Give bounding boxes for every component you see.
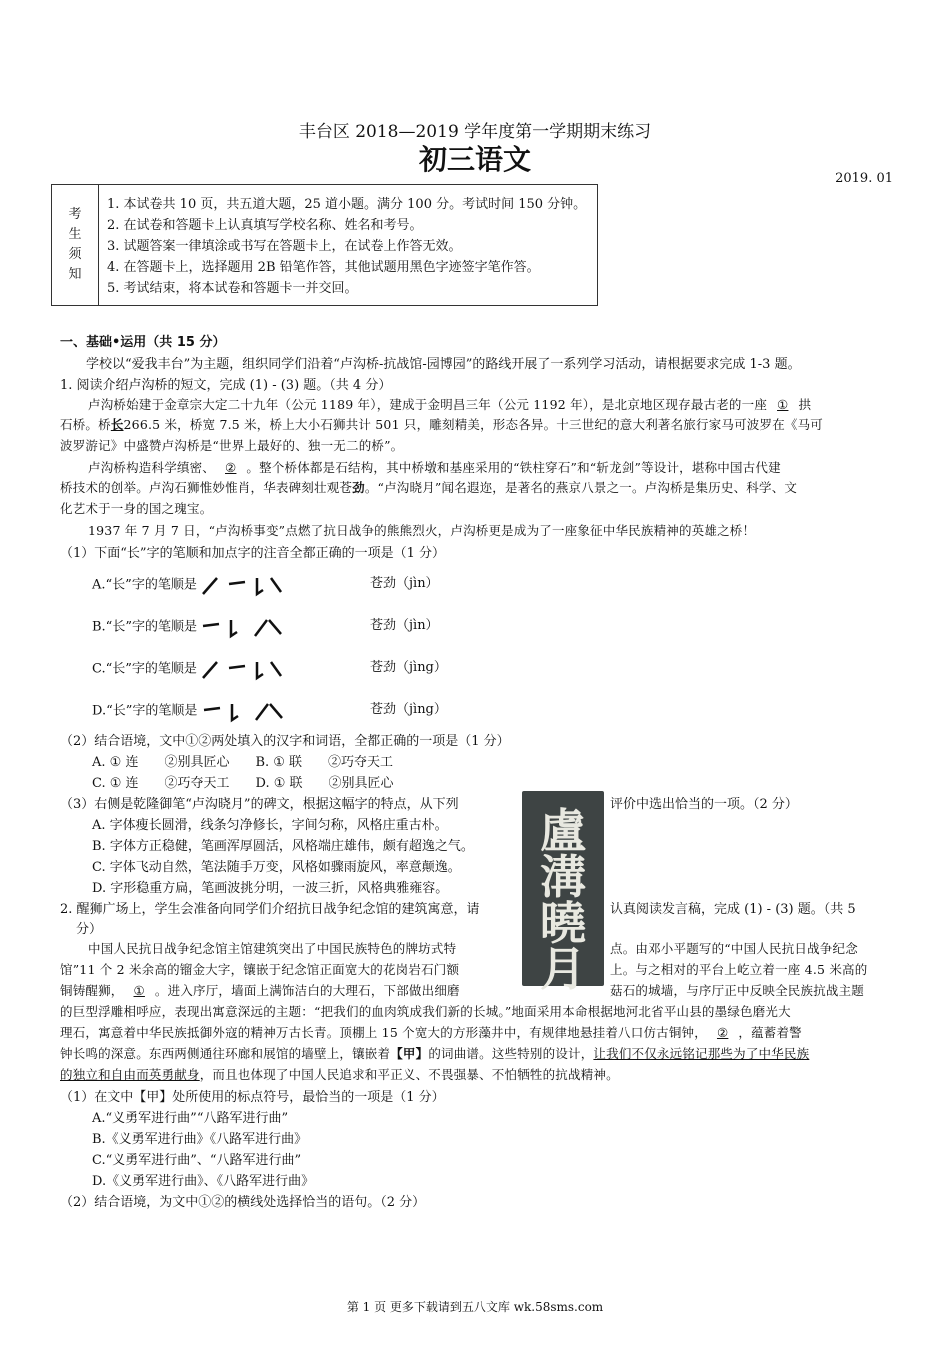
marked-char-chang: 长	[110, 417, 124, 432]
sub-question-stem-cont: 评价中选出恰当的一项。（2 分）	[610, 797, 798, 812]
blank-2: ②	[716, 1025, 729, 1040]
stroke-order-image	[201, 572, 283, 598]
stele-char: 盧	[540, 804, 586, 858]
passage-line: 铜铸醒狮， ① 。进入序厅，墙面上满饰洁白的大理石，下部做出细磨	[60, 983, 460, 998]
notice-item: 4. 在答题卡上，选择题用 2B 铅笔作答，其他试题用黑色字迹签字笔作答。	[107, 260, 540, 275]
passage-line: 波罗游记》中盛赞卢沟桥是“世界上最好的、独一无二的桥”。	[60, 438, 404, 453]
underlined-sentence: 让我们不仅永远铭记那些为了中华民族	[593, 1046, 810, 1061]
sub-question-stem: （2）结合语境，文中①②两处填入的汉字和词语，全都正确的一项是（1 分）	[60, 734, 510, 749]
passage-line: 化艺术于一身的国之瑰宝。	[60, 501, 213, 516]
section-intro: 学校以“爱我丰台”为主题，组织同学们沿着“卢沟桥-抗战馆-园博园”的路线开展了一系列学习活动，请根据要求完成 1-3 题。	[86, 357, 801, 372]
sub-question-stem: （1）在文中【甲】处所使用的标点符号，最恰当的一项是（1 分）	[60, 1090, 445, 1105]
passage-line: 卢沟桥始建于金章宗大定二十九年（公元 1189 年），建成于金明昌三年（公元 1192 年），是北京地区现存最古老的一座 ① 拱	[88, 397, 812, 412]
stele-char: 月	[540, 942, 586, 996]
question-2-stem-cont: 认真阅读发言稿，完成 (1) - (3) 题。（共 5	[610, 902, 856, 917]
notice-label	[52, 185, 99, 305]
option-row: C. ① 连 ②巧夺天工 D. ① 联 ②别具匠心	[92, 776, 394, 791]
passage-line: 钟长鸣的深意。东西两侧通往环廊和展馆的墙壁上，镶嵌着【甲】的词曲谱。这些特别的设计，让我们不仅永远铭记那些为了中华民族	[60, 1046, 810, 1061]
marker-jia: 【甲】	[390, 1046, 429, 1061]
blank-1: ①	[777, 397, 789, 412]
option-d: D. 字形稳重方扁，笔画波挑分明，一波三折，风格典雅雍容。	[92, 881, 449, 896]
section-heading: 一、基础•运用（共 15 分）	[60, 335, 226, 350]
blank-2: ②	[225, 460, 237, 475]
passage-line: 馆”11 个 2 米余高的镏金大字，镶嵌于纪念馆正面宽大的花岗岩石门额	[60, 962, 460, 977]
option-row: A. ① 连 ②别具匠心 B. ① 联 ②巧夺天工	[92, 755, 394, 770]
question-1-stem: 1. 阅读介绍卢沟桥的短文，完成 (1) - (3) 题。（共 4 分）	[60, 378, 392, 393]
option-d: D.《义勇军进行曲》、《八路军进行曲》	[92, 1174, 315, 1189]
passage-line: 的巨型浮雕相呼应，表现出寓意深远的主题：“把我们的血肉筑成我们新的长城。”地面采用本命根据地河北省平山县的墨绿色磨光大	[60, 1004, 791, 1019]
stele-inscription-image	[522, 791, 604, 996]
sub-question-stem: （1）下面“长”字的笔顺和加点字的注音全都正确的一项是（1 分）	[60, 546, 445, 561]
question-2-stem-end: 分）	[76, 922, 103, 937]
option-c: C.“义勇军进行曲”、“八路军进行曲”	[92, 1153, 302, 1168]
stele-char: 溝	[540, 850, 586, 904]
passage-line: 上。与之相对的平台上屹立着一座 4.5 米高的	[610, 962, 868, 977]
exam-date: 2019. 01	[835, 171, 893, 186]
option-d: D.“长”字的笔顺是	[92, 698, 284, 724]
stroke-order-image	[202, 698, 284, 724]
exam-title: 丰台区 2018—2019 学年度第一学期期末练习	[298, 122, 652, 142]
subject-title: 初三语文	[418, 143, 531, 176]
notice-item: 1. 本试卷共 10 页，共五道大题，25 道小题。满分 100 分。考试时间 150 分钟。	[107, 197, 587, 212]
option-c-pinyin: 苍劲（jìng）	[370, 660, 447, 675]
passage-line: 理石，寓意着中华民族抵御外寇的精神万古长青。顶棚上 15 个宽大的方形藻井中，有规律地悬挂着八口仿古铜钟， ② ，蕴蓄着警	[60, 1025, 802, 1040]
notice-label-char: 须	[68, 247, 82, 262]
option-d-pinyin: 苍劲（jìng）	[370, 702, 447, 717]
notice-item: 3. 试题答案一律填涂或书写在答题卡上，在试卷上作答无效。	[107, 239, 462, 254]
notice-label-char: 考	[68, 207, 82, 222]
option-b: B.《义勇军进行曲》《八路军进行曲》	[92, 1132, 308, 1147]
notice-item: 2. 在试卷和答题卡上认真填写学校名称、姓名和考号。	[107, 218, 423, 233]
passage-line: 卢沟桥构造科学缜密、 ② 。整个桥体都是石结构，其中桥墩和基座采用的“铁柱穿石”和“斩龙剑”等设计，堪称中国古代建	[88, 460, 781, 475]
passage-line: 1937 年 7 月 7 日，“卢沟桥事变”点燃了抗日战争的熊熊烈火，卢沟桥更是成为了一座象征中华民族精神的英雄之桥！	[88, 523, 756, 538]
underlined-sentence: 的独立和自由而英勇献身	[60, 1067, 200, 1082]
option-c: C.“长”字的笔顺是	[92, 656, 283, 682]
option-c: C. 字体飞动自然，笔法随手万变，风格如骤雨旋风，率意颠逸。	[92, 860, 461, 875]
question-2-stem: 2. 醒狮广场上，学生会准备向同学们介绍抗日战争纪念馆的建筑寓意，请	[60, 902, 480, 917]
sub-question-stem: （2）结合语境，为文中①②的横线处选择恰当的语句。（2 分）	[60, 1195, 426, 1210]
option-b-pinyin: 苍劲（jìn）	[370, 618, 439, 633]
stele-char: 曉	[540, 896, 586, 950]
option-a: A.“义勇军进行曲”“八路军进行曲”	[92, 1111, 289, 1126]
stroke-order-image	[201, 656, 283, 682]
notice-item: 5. 考试结束，将本试卷和答题卡一并交回。	[107, 281, 358, 296]
option-b: B.“长”字的笔顺是	[92, 614, 283, 640]
sub-question-stem: （3）右侧是乾隆御笔“卢沟晓月”的碑文，根据这幅字的特点，从下列	[60, 797, 459, 812]
passage-line: 桥技术的创举。卢沟石狮惟妙惟肖，华表碑刻壮观苍劲。“卢沟晓月”闻名遐迩，是著名的燕京八景之一。卢沟桥是集历史、科学、文	[60, 480, 798, 495]
candidate-notice-box	[51, 184, 598, 306]
page-footer: 第 1 页 更多下载请到五八文库 wk.58sms.com	[346, 1300, 604, 1314]
option-a: A.“长”字的笔顺是	[92, 572, 283, 598]
notice-label-char: 生	[68, 227, 82, 242]
option-a-pinyin: 苍劲（jìn）	[370, 576, 439, 591]
marked-char-jin: 劲	[352, 480, 365, 495]
passage-line: 点。由邓小平题写的“中国人民抗日战争纪念	[610, 941, 858, 956]
stroke-order-image	[201, 614, 283, 640]
option-b: B. 字体方正稳健，笔画浑厚圆活，风格端庄雄伟，颇有超逸之气。	[92, 839, 474, 854]
notice-label-char: 知	[68, 267, 82, 282]
option-a: A. 字体瘦长圆滑，线条匀净修长，字间匀称，风格庄重古朴。	[92, 818, 448, 833]
notice-items	[107, 194, 586, 299]
passage-line: 菇石的城墙，与序厅正中反映全民族抗战主题	[610, 983, 865, 998]
blank-1: ①	[133, 983, 145, 998]
passage-line: 中国人民抗日战争纪念馆主馆建筑突出了中国民族特色的牌坊式特	[88, 941, 457, 956]
passage-line: 的独立和自由而英勇献身，而且也体现了中国人民追求和平正义、不畏强暴、不怕牺牲的抗战精神。	[60, 1067, 619, 1082]
passage-line: 石桥。桥长266.5 米，桥宽 7.5 米，桥上大小石狮共计 501 只，雕刻精美，形态各异。十三世纪的意大利著名旅行家马可波罗在《马可	[60, 417, 824, 432]
